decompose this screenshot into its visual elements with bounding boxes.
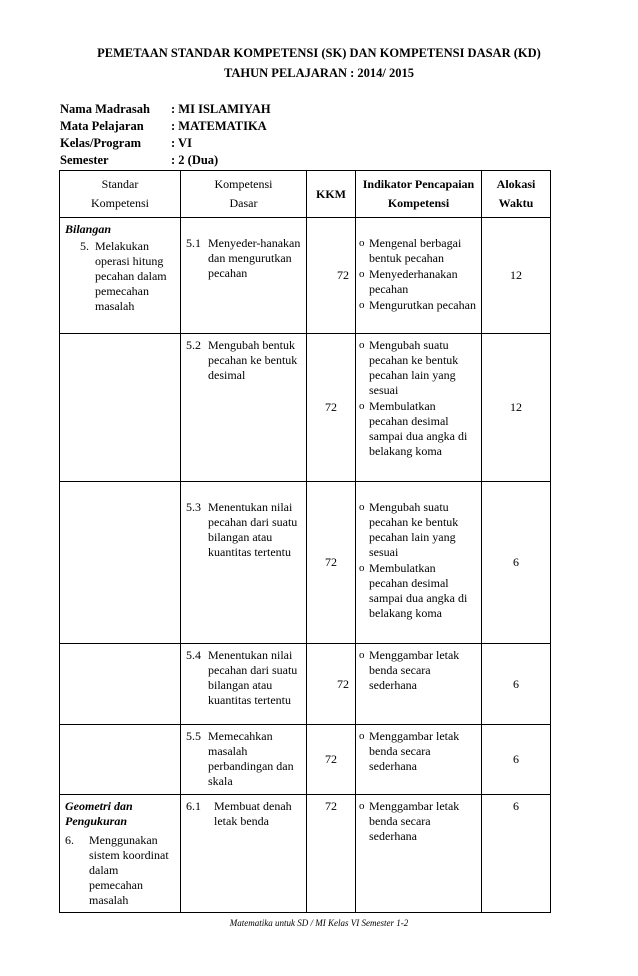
kd-number: 5.2 (186, 338, 201, 352)
kd-text: Memecahkan masalah perbandingan dan skala (208, 729, 294, 788)
kd-number: 5.4 (186, 648, 201, 662)
kd-number: 5.3 (186, 500, 201, 514)
list-item: o Mengurutkan pecahan (359, 298, 476, 312)
indikator-cell (356, 795, 482, 913)
kd-cell (181, 795, 307, 913)
kd-cell (181, 218, 307, 334)
header-kompetensi-dasar: Kompetensi Dasar (181, 171, 307, 218)
sk-cell (60, 218, 181, 334)
sk-number: 5. (80, 239, 89, 253)
header-standar-kompetensi: Standar Kompetensi (60, 171, 181, 218)
kd-cell (181, 482, 307, 644)
sk-group-label: Bilangan (65, 222, 112, 236)
list-item: o Membulatkan pecahan desimal sampai dua angka di belakang koma (359, 561, 468, 620)
alokasi-waktu-value: 6 (482, 795, 551, 913)
info-block (60, 101, 271, 169)
table-row (60, 795, 551, 913)
kkm-value: 72 (307, 644, 356, 725)
info-value: : MATEMATIKA (171, 119, 267, 133)
table-row (60, 334, 551, 482)
list-item: o Mengubah suatu pecahan ke bentuk pecahan lain yang sesuai (359, 338, 459, 397)
kd-text: Membuat denah letak benda (214, 799, 292, 828)
sk-cell (60, 725, 181, 795)
kd-cell (181, 334, 307, 482)
alokasi-waktu-value: 6 (482, 725, 551, 795)
table-row (60, 725, 551, 795)
kkm-value: 72 (307, 725, 356, 795)
indikator-cell (356, 644, 482, 725)
info-row-madrasah (60, 101, 271, 118)
sk-group-label: Geometri dan Pengukuran (65, 799, 133, 828)
kkm-value: 72 (307, 218, 356, 334)
info-label: Semester (60, 153, 109, 167)
table-row (60, 644, 551, 725)
header-kkm: KKM (307, 171, 356, 218)
kd-cell (181, 725, 307, 795)
sk-cell (60, 795, 181, 913)
sk-cell (60, 482, 181, 644)
document-title: PEMETAAN STANDAR KOMPETENSI (SK) DAN KOMPETENSI DASAR (KD) (97, 46, 541, 60)
table-row (60, 482, 551, 644)
table-header-row (60, 171, 551, 218)
info-row-kelas (60, 135, 271, 152)
kd-number: 6.1 (186, 799, 201, 813)
kkm-value: 72 (307, 795, 356, 913)
indikator-cell (356, 218, 482, 334)
list-item: o Mengenal berbagai bentuk pecahan (359, 236, 462, 265)
competency-table (59, 170, 551, 913)
info-value: : VI (171, 136, 192, 150)
indikator-cell (356, 725, 482, 795)
kkm-value: 72 (307, 482, 356, 644)
info-row-mapel (60, 118, 271, 135)
info-value: : MI ISLAMIYAH (171, 102, 271, 116)
kd-cell (181, 644, 307, 725)
kd-text: Mengubah bentuk pecahan ke bentuk desimal (208, 338, 298, 382)
sk-cell (60, 644, 181, 725)
kd-number: 5.1 (186, 236, 201, 250)
list-item: o Menggambar letak benda secara sederhana (359, 799, 460, 843)
sk-text: Melakukan operasi hitung pecahan dalam pemecahan masalah (95, 239, 167, 313)
info-row-semester (60, 152, 271, 169)
kd-text: Menentukan nilai pecahan dari suatu bilangan atau kuantitas tertentu (208, 648, 298, 707)
info-value: : 2 (Dua) (171, 153, 219, 167)
kd-number: 5.5 (186, 729, 201, 743)
sk-cell (60, 334, 181, 482)
list-item: o Menggambar letak benda secara sederhana (359, 729, 460, 773)
indikator-cell (356, 482, 482, 644)
table-row (60, 218, 551, 334)
sk-text: Menggunakan sistem koordinat dalam pemecahan masalah (89, 833, 169, 907)
alokasi-waktu-value: 6 (482, 644, 551, 725)
indikator-cell (356, 334, 482, 482)
info-label: Nama Madrasah (60, 102, 150, 116)
kkm-value: 72 (307, 334, 356, 482)
alokasi-waktu-value: 12 (482, 334, 551, 482)
alokasi-waktu-value: 6 (482, 482, 551, 644)
header-indikator: Indikator Pencapaian Kompetensi (356, 171, 482, 218)
list-item: o Mengubah suatu pecahan ke bentuk pecahan lain yang sesuai (359, 500, 459, 559)
kd-text: Menentukan nilai pecahan dari suatu bilangan atau kuantitas tertentu (208, 500, 298, 559)
sk-number: 6. (65, 833, 74, 847)
page-footer: Matematika untuk SD / MI Kelas VI Semester 1-2 (229, 918, 409, 928)
list-item: o Menggambar letak benda secara sederhana (359, 648, 460, 692)
info-label: Kelas/Program (60, 136, 141, 150)
list-item: o Membulatkan pecahan desimal sampai dua angka di belakang koma (359, 399, 468, 458)
alokasi-waktu-value: 12 (482, 218, 551, 334)
document-subtitle: TAHUN PELAJARAN : 2014/ 2015 (223, 66, 415, 80)
list-item: o Menyederhanakan pecahan (359, 267, 458, 296)
info-label: Mata Pelajaran (60, 119, 144, 133)
header-alokasi-waktu: Alokasi Waktu (482, 171, 551, 218)
kd-text: Menyeder-hanakan dan mengurutkan pecahan (208, 236, 301, 280)
